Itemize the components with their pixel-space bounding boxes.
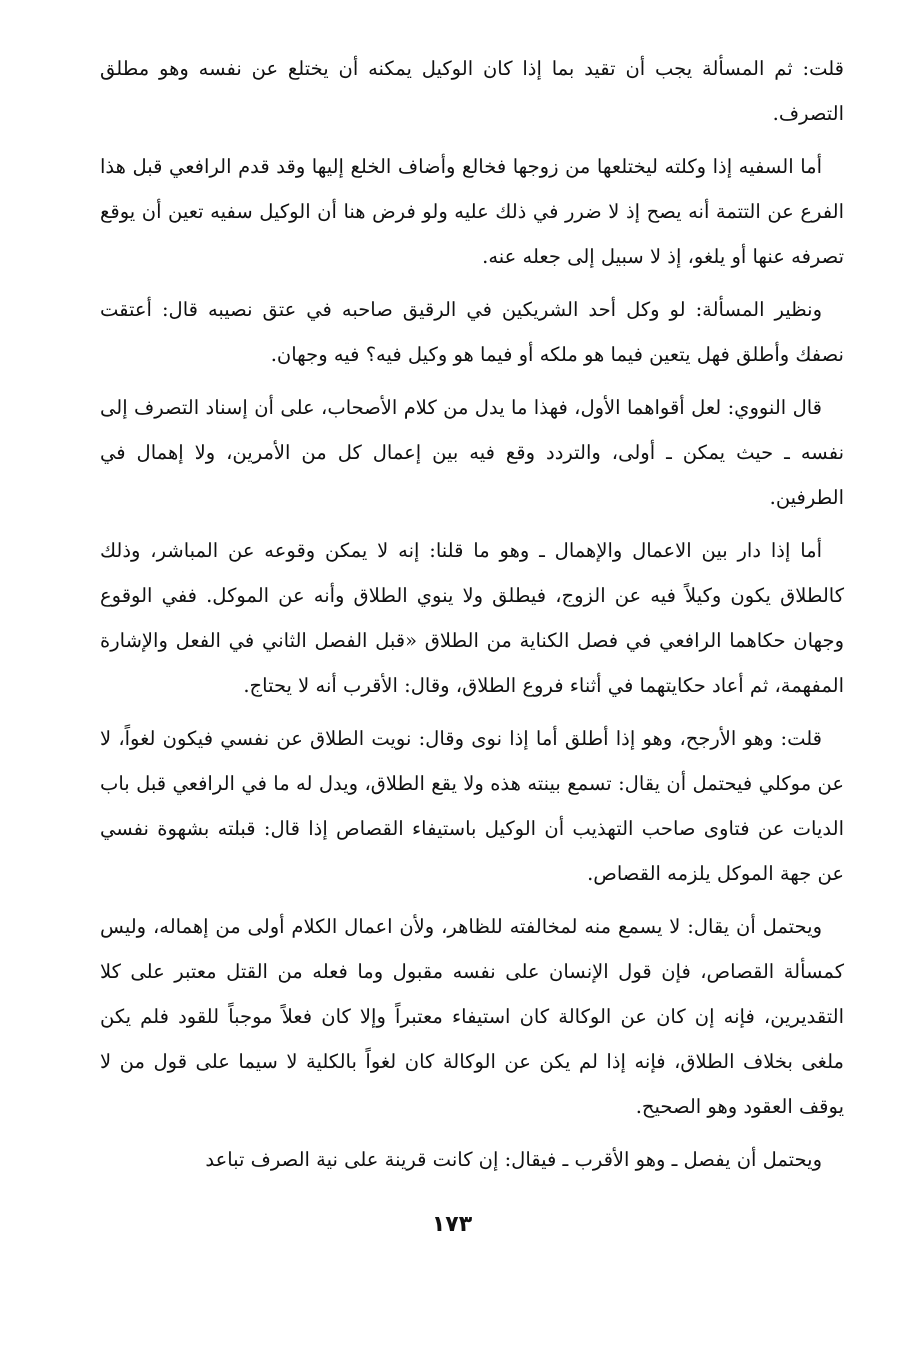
paragraph-3: ونظير المسألة: لو وكل أحد الشريكين في الرقيق صاحبه في عتق نصيبه قال: أعتقت نصفك وأطلق فهل يتعين فيما هو ملكه أو فيما هو وكيل فيه؟ فيه وجهان. bbox=[100, 298, 844, 366]
paragraph-5: أما إذا دار بين الاعمال والإهمال ـ وهو ما قلنا: إنه لا يمكن وقوعه عن المباشر، وذلك كالطلاق يكون وكيلاً فيه عن الزوج، فيطلق ولا ينوي الطلاق وأنه عن الموكل. ففي الوقوع وجهان حكاهما الرافعي في فصل الكناية من الطلاق «قبل الفصل الثاني في الفعل والإشارة المفهمة، ثم أعاد حكايتهما في أثناء فروع الطلاق، وقال: الأقرب أنه لا يحتاج. bbox=[100, 539, 844, 697]
paragraph-8: ويحتمل أن يفصل ـ وهو الأقرب ـ فيقال: إن كانت قرينة على نية الصرف تباعد bbox=[205, 1148, 822, 1171]
paragraph-2: أما السفيه إذا وكلته ليختلعها من زوجها فخالع وأضاف الخلع إليها وقد قدم الرافعي قبل هذا الفرع عن التتمة أنه يصح إذ لا ضرر في ذلك عليه ولو فرض هنا أن الوكيل سفيه تعين أن يوقع تصرفه عنها أو يلغو، إذ لا سبيل إلى جعله عنه. bbox=[100, 155, 844, 268]
paragraph-6: قلت: وهو الأرجح، وهو إذا أطلق أما إذا نوى وقال: نويت الطلاق عن نفسي فيكون لغواً، لا عن موكلي فيحتمل أن يقال: تسمع بينته هذه ولا يقع الطلاق، ويدل له ما في الرافعي قبل باب الديات عن فتاوى صاحب التهذيب أن الوكيل باستيفاء القصاص إذا قال: قبلته بشهوة نفسي عن جهة الموكل يلزمه القصاص. bbox=[100, 727, 844, 885]
paragraph-4: قال النووي: لعل أقواهما الأول، فهذا ما يدل من كلام الأصحاب، على أن إسناد التصرف إلى نفسه ـ حيث يمكن ـ أولى، والتردد وقع فيه بين إعمال كل من الأمرين، ولا إهمال في الطرفين. bbox=[100, 396, 844, 509]
body-text bbox=[100, 46, 844, 1190]
paragraph-1: قلت: ثم المسألة يجب أن تقيد بما إذا كان الوكيل يمكنه أن يختلع عن نفسه وهو مطلق التصرف. bbox=[100, 57, 844, 125]
paragraph-7: ويحتمل أن يقال: لا يسمع منه لمخالفته للظاهر، ولأن اعمال الكلام أولى من إهماله، وليس كمسألة القصاص، فإن قول الإنسان على نفسه مقبول وما فعله من القتل معتبر على كلا التقديرين، فإنه إن كان عن الوكالة كان استيفاء معتبراً وإلا كان فعلاً موجباً للقود فلم يكن ملغى بخلاف الطلاق، فإنه إذا لم يكن عن الوكالة كان لغواً بالكلية لا سيما على قول من لا يوقف العقود وهو الصحيح. bbox=[100, 915, 844, 1118]
page-number: ١٧٣ bbox=[431, 1212, 473, 1237]
